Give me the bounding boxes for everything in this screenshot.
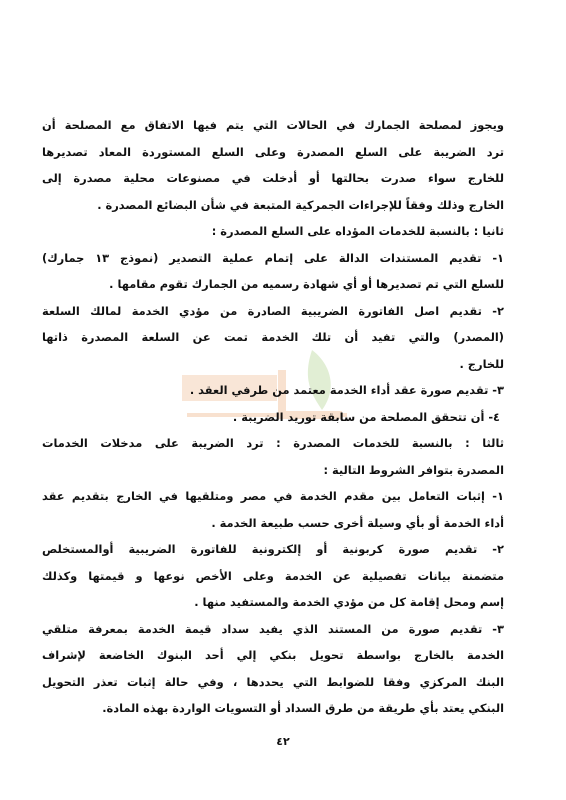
list-item-line: ٣- تقديم صورة عقد أداء الخدمة معتمد من طرفي العقد . [189,383,504,397]
list-item-line: ١- إثبات التعامل بين مقدم الخدمة في مصر ومتلقيها في الخارج بتقديم عقد [42,489,504,503]
paragraph-line: للخارج سواء صدرت بحالتها أو أدخلت في مصنوعات محلية مصدرة إلى [42,171,504,185]
list-item-line: للخارج . [459,356,504,371]
list-item-line: متضمنة بيانات تفصيلية عن الخدمة وعلى الأخص نوعها و قيمتها وكذلك [42,568,504,583]
section-heading-third: ثالثا : بالنسبة للخدمات المصدرة : ترد الضريبة على مدخلات الخدمات [42,436,504,450]
list-item-line: الخدمة بالخارج بواسطة تحويل بنكي إلي أحد البنوك الخاضعة لإشراف [42,648,504,662]
list-item-line: أداء الخدمة أو بأي وسيلة أخرى حسب طبيعة الخدمة . [211,515,504,530]
section-heading-second: ثانيا : بالنسبة للخدمات المؤداه على السلع المصدرة : [211,224,504,238]
paragraph-line: ترد الضريبة على السلع المصدرة وعلى السلع المستوردة المعاد تصديرها [42,144,504,159]
paragraph-line: الخارج وذلك وفقاً للإجراءات الجمركية المتبعة في شأن البضائع المصدرة . [97,197,504,212]
list-item-line: للسلع التي تم تصديرها أو أي شهادة رسميه من الجمارك تقوم مقامها . [109,277,504,291]
list-item-line: (المصدر) والتي تفيد أن تلك الخدمة تمت عن السلعة المصدرة ذاتها [42,330,504,344]
list-item-line: إسم ومحل إقامة كل من مؤدي الخدمة والمستفيد منها . [194,595,504,609]
document-body [42,112,504,722]
list-item-line: ١- تقديم المستندات الدالة على إتمام عملية التصدير (نموذج ١٣ جمارك) [42,250,504,265]
list-item-line: ٣- تقديم صورة من المستند الذي يفيد سداد قيمة الخدمة بمعرفة متلقي [42,621,504,636]
list-item-line: ٢- تقديم صورة كربونية أو إلكترونية للفاتورة الضريبية أوالمستخلص [42,542,504,556]
list-item-line: ٢- تقديم اصل الفاتورة الضريبية الصادرة من مؤدي الخدمة لمالك السلعة [42,303,504,318]
list-item-line: البنكي يعتد بأي طريقة من طرق السداد أو التسويات الواردة بهذه المادة. [102,701,504,715]
paragraph-line: ويجوز لمصلحة الجمارك في الحالات التي يتم فيها الاتفاق مع المصلحة أن [42,118,504,132]
list-item-line: ٤- أن تتحقق المصلحة من سابقة توريد الضريبة . [232,409,500,424]
list-item-line: البنك المركزي وفقا للضوابط التي يحددها ، وفي حالة إثبات تعذر التحويل [42,674,504,689]
page-number: ٤٢ [276,735,290,748]
paragraph-line: المصدرة بتوافر الشروط التالية : [323,462,504,477]
